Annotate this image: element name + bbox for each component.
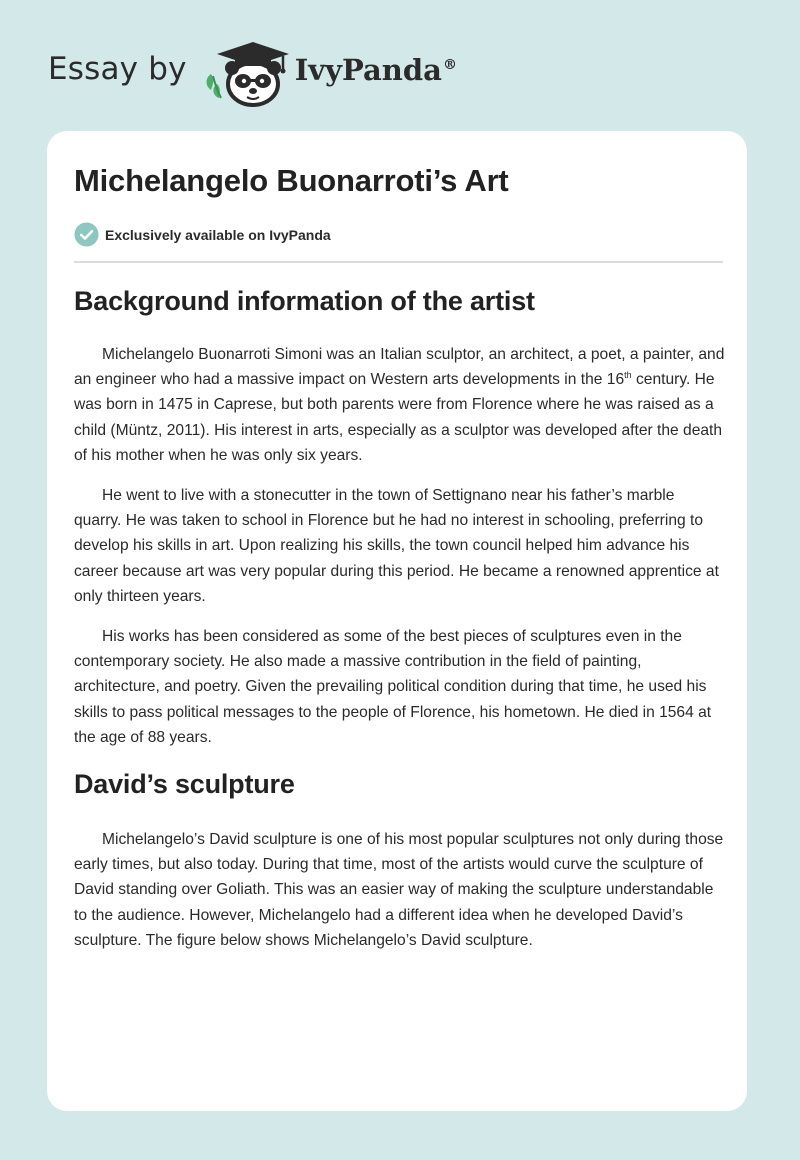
section-heading-background: Background information of the artist: [74, 286, 535, 316]
ordinal-superscript: th: [624, 370, 632, 381]
brand-prefix: Essay by: [48, 51, 187, 87]
essay-card: [47, 131, 747, 1111]
registered-mark: ®: [442, 57, 457, 74]
exclusive-badge: [74, 222, 331, 247]
paragraph-background-3: His works has been considered as some of the best pieces of sculptures even in the contemporary society. He also made a massive contribution in the field of painting, architecture, and poetry. Given the prevailing political condition during that time, he used his skills to pass political messages to the people of Florence, his hometown. He died in 1564 at the age of 88 years.: [74, 628, 712, 746]
site-brand[interactable]: [48, 38, 457, 108]
brand-name: IvyPanda®: [294, 53, 457, 87]
paragraph-background-2: He went to live with a stonecutter in the town of Settignano near his father’s marble quarry. He was taken to school in Florence but he had no interest in schooling, preferring to develop his skills in art. Upon realizing his skills, the town council helped him advance his career because art was very popular during this period. He became a renowned apprentice at only thirteen years.: [74, 487, 719, 605]
paragraph-background-1: Michelangelo Buonarroti Simoni was an Italian sculptor, an architect, a poet, a painter, and an engineer who had a massive impact on Western arts developments in the 16th century. He was born in 1475 in Caprese, but both parents were from Florence where he was raised as a child (Müntz, 2011). His interest in arts, especially as a sculptor was developed after the death of his mother when he was only six years.: [74, 346, 725, 464]
exclusive-badge-text: Exclusively available on IvyPanda: [105, 226, 331, 243]
panda-graduate-logo-icon: [201, 38, 293, 108]
title-divider: [74, 261, 723, 263]
paragraph-david-1: Michelangelo’s David sculpture is one of his most popular sculptures not only during those early times, but also today. During that time, most of the artists would curve the sculpture of David standing over Goliath. This was an easier way of making the sculpture understandable to the audience. However, Michelangelo had a different idea when he developed David’s sculpture. The figure below shows Michelangelo’s David sculpture.: [74, 831, 724, 949]
page-title: Michelangelo Buonarroti’s Art: [74, 163, 509, 198]
check-circle-icon: [74, 222, 99, 247]
section-heading-david: David’s sculpture: [74, 769, 295, 799]
